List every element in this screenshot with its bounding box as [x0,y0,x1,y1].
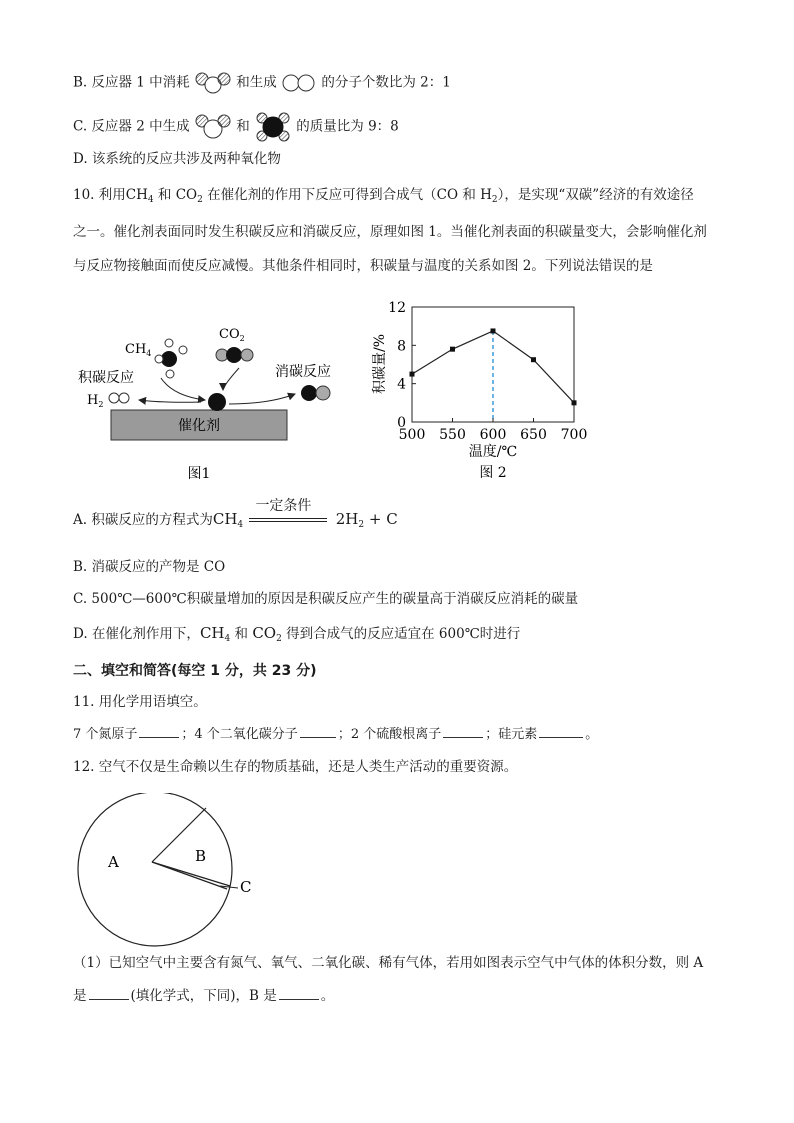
co2-molecule-icon [216,347,253,363]
answer-blank[interactable] [443,737,483,738]
carbon-removal-label: 消碳反应 [275,364,331,380]
h2-label: $H_2$ [87,393,104,409]
pie-label-a: A [108,853,119,871]
q11-blanks-line: 7 个氮原子 ；4 个二氧化碳分子 ；2 个硫酸根离子 ；硅元素 。 [73,727,599,742]
x-tick-label: 700 [560,427,588,443]
carbon-deposit-label: 积碳反应 [78,370,134,386]
ch4-molecule-icon [155,339,187,378]
answer-blank[interactable] [300,737,336,738]
figure-1-catalyst-diagram [73,318,358,488]
x-tick-label: 500 [398,427,426,443]
pie-label-c: C [240,878,252,896]
q9-option-c: C. 反应器 2 中生成 和 的质量比为 9：8 [73,112,399,142]
data-point [450,347,455,352]
q10-option-d: D. 在催化剂作用下，$CH_4$ 和 $CO_2$ 得到合成气的反应适宜在 600℃时进行 [73,624,521,644]
co2-to-carbon-arrow [223,368,239,390]
answer-blank[interactable] [279,999,319,1000]
q10-stem-line1: 10. 利用$CH_4$ 和 $CO_2$ 在催化剂的作用下反应可得到合成气（CO 和 $H_2$），是实现“双碳”经济的有效途径 [73,187,694,205]
figure-2-carbon-vs-temperature-chart [365,296,605,488]
x-axis-label: 温度/℃ [468,444,518,460]
co-molecule-icon [301,385,330,401]
section-2-title: 二、填空和简答(每空 1 分，共 23 分) [73,663,317,679]
h2-molecule-icon [109,393,129,403]
q9-option-b: B. 反应器 1 中消耗 和生成 的分子个数比为 2：1 [73,72,451,94]
catalyst-label: 催化剂 [178,418,220,434]
x-tick-label: 650 [520,427,547,443]
y-axis-label: 积碳量/% [372,333,388,395]
answer-blank[interactable] [139,737,179,738]
pie-label-b: B [195,847,207,865]
x-tick-label: 600 [479,427,507,443]
answer-blank[interactable] [539,737,583,738]
y-tick-label: 0 [397,415,406,431]
q11-stem: 11. 用化学用语填空。 [73,694,207,710]
q10-option-a: A. 积碳反应的方程式为$CH_4$ 一定条件 $2H_2 + C$ [73,500,398,536]
q10-stem-line2: 之一。催化剂表面同时发生积碳反应和消碳反应，原理如图 1。当催化剂表面的积碳量变大，会影响催化剂 [73,224,707,240]
o2-molecule-icon [281,73,317,93]
to-h2-arrow [139,400,201,402]
q12-sub1-line2: 是 (填化学式，下同)，B 是 。 [73,988,335,1004]
data-point [572,400,577,405]
q12-sub1-line1: （1）已知空气中主要含有氮气、氧气、二氧化碳、稀有气体，若用如图表示空气中气体的体积分数，则 A [73,955,704,971]
y-tick-label: 12 [388,300,406,316]
data-point [410,372,415,377]
co2-label: $CO_2$ [219,327,245,343]
ch4-to-carbon-arrow [161,378,205,400]
x-tick-label: 550 [439,427,466,443]
methane-molecule-icon [254,112,292,142]
figure-2-caption: 图 2 [479,465,507,481]
q9-option-d: D. 该系统的反应共涉及两种氧化物 [73,151,281,167]
to-co-arrow [229,394,295,404]
y-tick-label: 4 [397,376,406,393]
air-composition-pie [70,793,260,951]
water-molecule-icon [194,114,232,140]
q12-stem: 12. 空气不仅是生命赖以生存的物质基础，还是人类生产活动的重要资源。 [73,759,518,775]
carbon-atom-icon [208,393,226,411]
h2o2-like-molecule-icon [194,72,232,94]
answer-blank[interactable] [89,999,129,1000]
data-point [491,328,496,333]
q10-option-c: C. 500℃—600℃积碳量增加的原因是积碳反应产生的碳量高于消碳反应消耗的碳量 [73,591,579,607]
pie-circle [78,793,232,946]
ch4-label: $CH_4$ [125,342,152,358]
q10-stem-line3: 与反应物接触面而使反应减慢。其他条件相同时，积碳量与温度的关系如图 2。下列说法错误的是 [73,258,653,274]
data-point [531,357,536,362]
reaction-condition-arrow: 一定条件 [247,500,331,534]
q10-option-b: B. 消碳反应的产物是 CO [73,559,226,575]
figure-1-caption: 图1 [187,466,211,482]
y-tick-label: 8 [397,338,406,355]
